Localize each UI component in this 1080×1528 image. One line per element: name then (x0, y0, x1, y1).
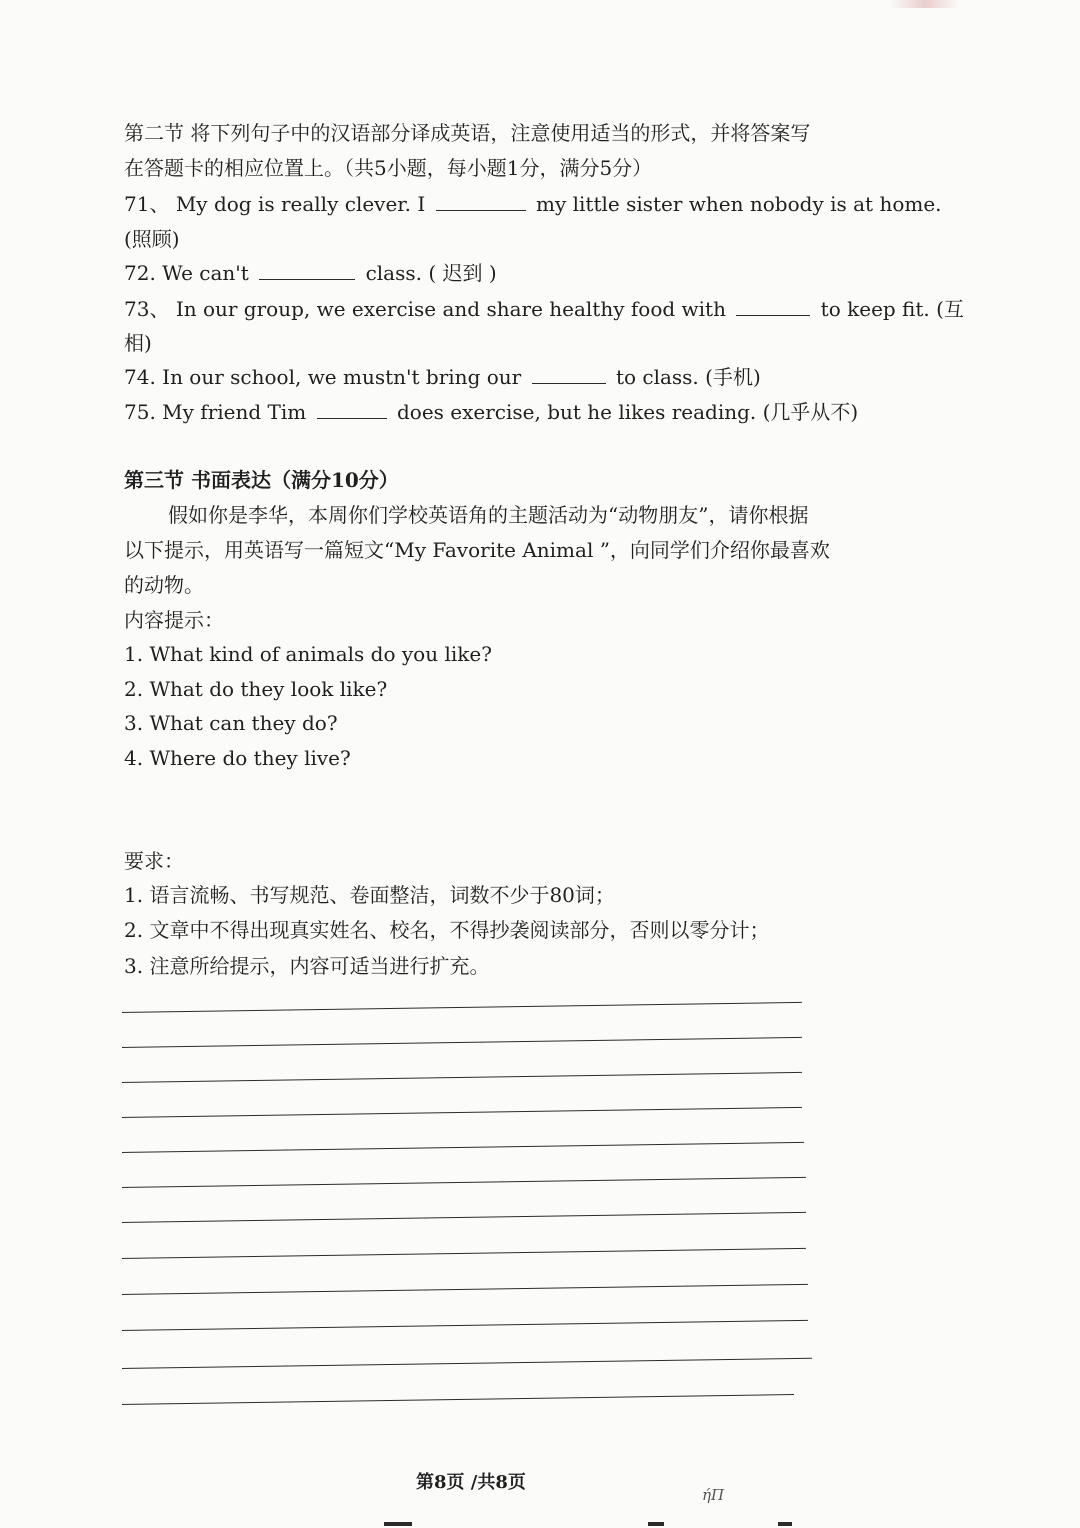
hints-label: 内容提示： (124, 608, 224, 632)
section3-para-line1: 假如你是李华，本周你们学校英语角的主题活动为“动物朋友”，请你根据 (168, 503, 809, 527)
requirement-item: 1. 语言流畅、书写规范、卷面整洁，词数不少于80词； (124, 883, 615, 907)
question-text-before: In our school, we mustn't bring our (162, 365, 522, 389)
question-number: 72. (124, 261, 156, 285)
question-text-after: class. ( 迟到 ) (365, 261, 497, 285)
scan-edge-mark (778, 1522, 792, 1526)
writing-line[interactable] (122, 1107, 802, 1118)
hint-item: 2. What do they look like? (124, 677, 388, 701)
answer-blank[interactable] (259, 261, 355, 280)
handwritten-mark: ήΠ (702, 1486, 725, 1504)
section3-title: 第三节 书面表达（满分10分） (124, 468, 399, 492)
question-text-before: In our group, we exercise and share healthy food with (175, 297, 726, 321)
writing-line[interactable] (122, 1142, 804, 1153)
question-73 (124, 294, 964, 324)
question-number: 73、 (124, 297, 170, 321)
writing-line[interactable] (122, 1248, 806, 1259)
scan-edge-mark (384, 1522, 412, 1526)
hint-item: 3. What can they do? (124, 711, 338, 735)
section3-para-line3: 的动物。 (124, 573, 204, 597)
requirement-item: 3. 注意所给提示，内容可适当进行扩充。 (124, 954, 490, 978)
writing-line[interactable] (122, 1177, 806, 1188)
requirements-label: 要求： (124, 849, 184, 873)
question-74 (124, 362, 814, 392)
page-number: 第8页 /共8页 (416, 1472, 526, 1493)
question-72 (124, 258, 814, 288)
question-text-before: My dog is really clever. I (175, 192, 426, 216)
answer-blank[interactable] (436, 192, 526, 211)
question-71-hint: (照顾) (124, 227, 180, 251)
writing-line[interactable] (122, 1394, 794, 1405)
writing-line[interactable] (122, 1072, 802, 1083)
question-number: 71、 (124, 192, 170, 216)
question-number: 75. (124, 400, 156, 424)
section2-intro-line2: 在答题卡的相应位置上。（共5小题，每小题1分，满分5分） (124, 156, 653, 180)
question-71 (124, 189, 942, 219)
question-73-hint: 相) (124, 331, 152, 355)
writing-line[interactable] (122, 1212, 806, 1223)
hint-item: 4. Where do they live? (124, 746, 351, 770)
question-text-after: to class. (手机) (615, 365, 761, 389)
corner-smudge (890, 0, 960, 8)
writing-line[interactable] (122, 1037, 802, 1048)
question-number: 74. (124, 365, 156, 389)
writing-line[interactable] (122, 1284, 808, 1295)
section2-intro-line1: 第二节 将下列句子中的汉语部分译成英语，注意使用适当的形式，并将答案写 (124, 121, 811, 145)
question-text-after: to keep fit. (互 (820, 297, 964, 321)
scan-edge-mark (648, 1522, 664, 1526)
question-text-after: does exercise, but he likes reading. (几乎从不) (396, 400, 859, 424)
hint-item: 1. What kind of animals do you like? (124, 642, 492, 666)
writing-line[interactable] (122, 1002, 802, 1013)
section3-para-line2: 以下提示，用英语写一篇短文“My Favorite Animal ”，向同学们介绍你最喜欢 (124, 538, 830, 562)
answer-blank[interactable] (532, 365, 606, 384)
question-75 (124, 397, 859, 427)
writing-line[interactable] (122, 1320, 808, 1331)
question-text-before: We can't (162, 261, 249, 285)
answer-blank[interactable] (736, 297, 810, 316)
question-text-before: My friend Tim (162, 400, 307, 424)
question-text-after: my little sister when nobody is at home. (536, 192, 942, 216)
answer-blank[interactable] (317, 400, 387, 419)
requirement-item: 2. 文章中不得出现真实姓名、校名，不得抄袭阅读部分，否则以零分计； (124, 918, 770, 942)
writing-line[interactable] (122, 1358, 812, 1369)
